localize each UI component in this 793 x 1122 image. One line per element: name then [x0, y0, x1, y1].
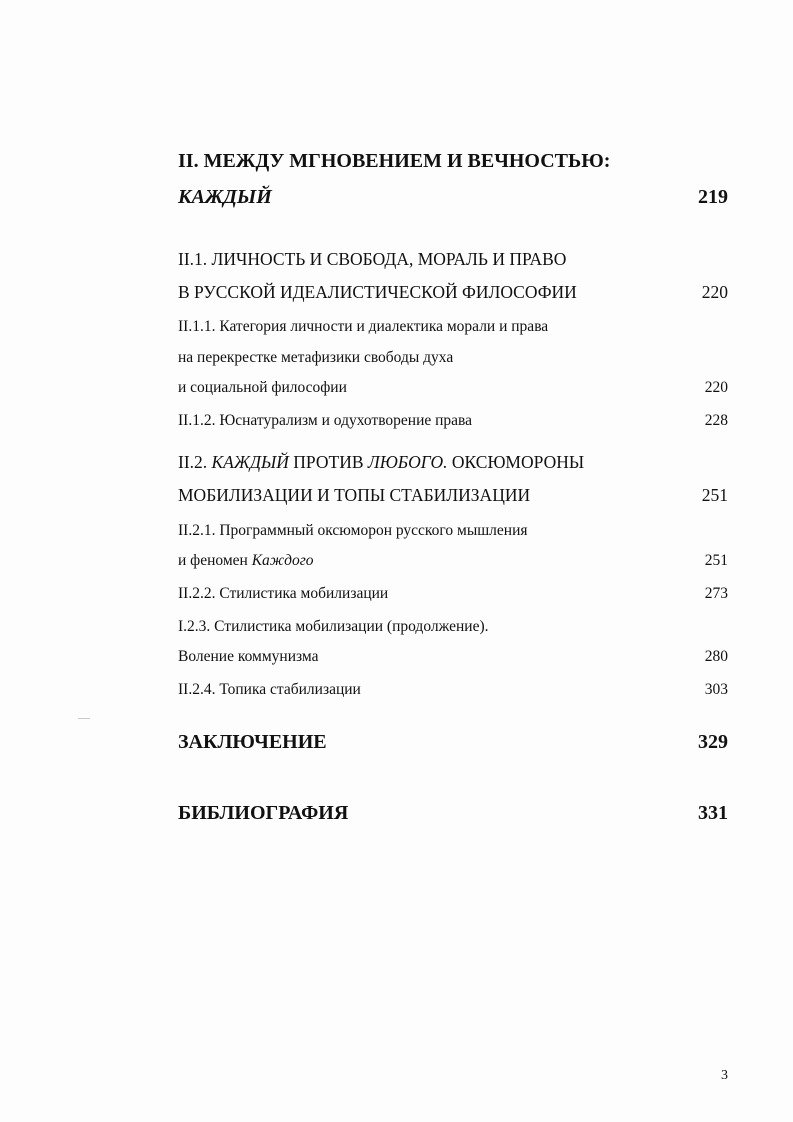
- toc-s2-2-1-page: 251: [704, 552, 728, 569]
- toc-s2-1-1-line2: на перекрестке метафизики свободы духа: [178, 349, 454, 366]
- toc-part2-title-italic: КАЖДЫЙ: [178, 186, 272, 208]
- toc-s2-1-line1: II.1. ЛИЧНОСТЬ И СВОБОДА, МОРАЛЬ И ПРАВО: [178, 249, 567, 269]
- toc-s2-2-4: II.2.4. Топика стабилизации 303: [178, 681, 728, 698]
- toc-s2-2-3-page: 280: [704, 648, 728, 665]
- toc-bibliography-page: 331: [698, 802, 728, 824]
- toc-s2-2-italic-kazhdyi: КАЖДЫЙ: [211, 452, 289, 472]
- toc-bibliography: БИБЛИОГРАФИЯ 331: [178, 802, 728, 824]
- page-number: 3: [721, 1068, 728, 1083]
- toc-s2-1-page: 220: [701, 282, 728, 302]
- toc-s2-2-page: 251: [701, 485, 728, 505]
- toc-s2-2-4-page: 303: [704, 681, 728, 698]
- toc-part2-title-line2: [178, 186, 728, 209]
- toc-s2-1-1-page: 220: [704, 379, 728, 396]
- toc-s2-1-2: II.1.2. Юснатурализм и одухотворение права 228: [178, 412, 728, 429]
- toc-s2-1-1-line1: II.1.1. Категория личности и диалектика морали и права: [178, 318, 549, 335]
- toc-s2-1-2-page: 228: [704, 412, 728, 429]
- toc-part2-page: 219: [698, 186, 728, 208]
- toc-part2-title-line1: II. МЕЖДУ МГНОВЕНИЕМ И ВЕЧНОСТЬЮ:: [178, 150, 611, 172]
- toc-s2-1-line2: В РУССКОЙ ИДЕАЛИСТИЧЕСКОЙ ФИЛОСОФИИ 220: [178, 282, 728, 302]
- toc-s2-2-line1: II.2. КАЖДЫЙ ПРОТИВ ЛЮБОГО. ОКСЮМОРОНЫ: [178, 452, 585, 472]
- toc-s2-2-1-line2: и феномен Каждого 251: [178, 552, 728, 569]
- toc-s2-2-line2: МОБИЛИЗАЦИИ И ТОПЫ СТАБИЛИЗАЦИИ 251: [178, 485, 728, 505]
- toc-s2-2-italic-lyubogo: ЛЮБОГО.: [367, 452, 448, 472]
- toc-s2-2-3-line2: Воление коммунизма 280: [178, 648, 728, 665]
- toc-s2-2-1-line1: II.2.1. Программный оксюморон русского мышления: [178, 522, 528, 539]
- scan-mark: [78, 718, 90, 719]
- toc-s2-2-1-italic: Каждого: [251, 552, 314, 569]
- toc-conclusion: ЗАКЛЮЧЕНИЕ 329: [178, 731, 728, 753]
- toc-s2-2-2-page: 273: [704, 585, 728, 602]
- toc-s2-2-2: II.2.2. Стилистика мобилизации 273: [178, 585, 728, 602]
- toc-s2-1-1-line3: и социальной философии 220: [178, 379, 728, 396]
- toc-conclusion-page: 329: [698, 731, 728, 753]
- toc-s2-2-3-line1: I.2.3. Стилистика мобилизации (продолжение).: [178, 618, 489, 635]
